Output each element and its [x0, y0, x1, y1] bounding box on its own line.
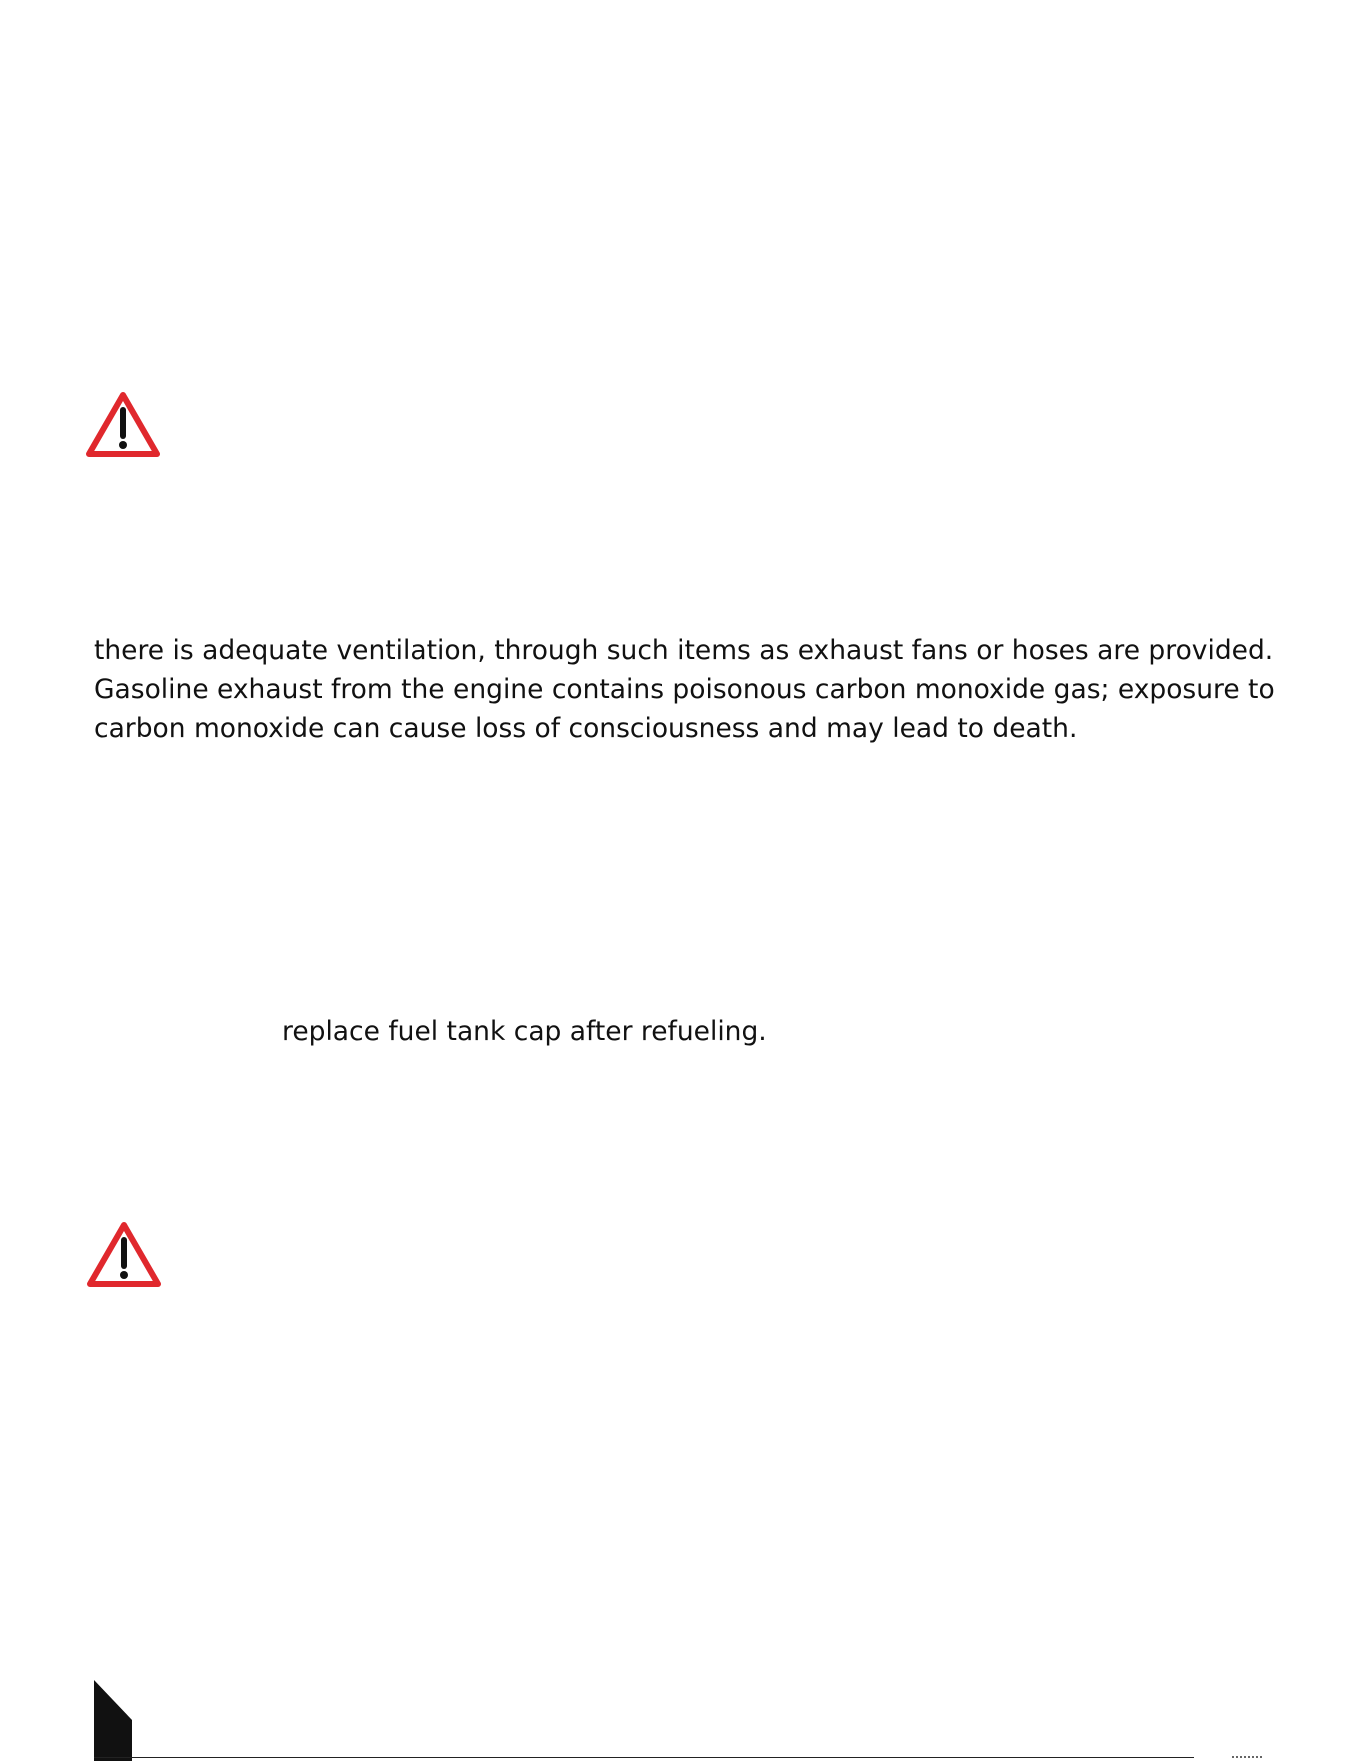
warning-triangle-icon	[85, 1220, 163, 1290]
page-corner-tab	[94, 1680, 132, 1761]
footer-rule-dots	[1232, 1756, 1262, 1760]
footer-rule	[94, 1757, 1194, 1758]
warning-triangle-icon	[84, 390, 162, 460]
paragraph-line: Gasoline exhaust from the engine contains poisonous carbon monoxide gas; exposure to	[94, 674, 1275, 705]
ventilation-warning-paragraph	[94, 631, 1274, 748]
fuel-cap-note: replace fuel tank cap after refueling.	[282, 1016, 767, 1047]
paragraph-line: there is adequate ventilation, through such items as exhaust fans or hoses are provided.	[94, 635, 1274, 666]
paragraph-line: carbon monoxide can cause loss of consciousness and may lead to death.	[94, 713, 1078, 744]
